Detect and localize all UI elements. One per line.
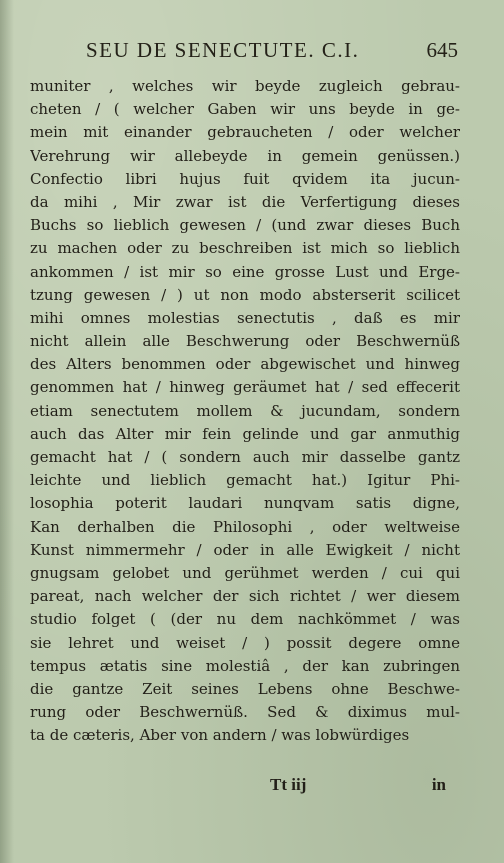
text-line: Confectio libri hujus fuit qvidem ita jucun- (30, 169, 460, 188)
text-line: mein mit einander gebraucheten / oder welcher (30, 123, 460, 142)
text-line: muniter , welches wir beyde zugleich gebrau- (30, 77, 460, 95)
text-line: ta de cæteris, Aber von andern / was lobwürdiges (30, 726, 410, 745)
text-line: leichte und lieblich gemacht hat.) Igitur Phi- (30, 471, 460, 490)
text-line: pareat, nach welcher der sich richtet / wer diesem (30, 587, 460, 606)
text-line: losophia poterit laudari nunqvam satis digne, (30, 494, 460, 513)
text-line: ankommen / ist mir so eine grosse Lust und Erge- (30, 262, 460, 281)
text-line: auch das Alter mir fein gelinde und gar anmuthig (30, 424, 460, 443)
text-line: rung oder Beschwernüß. Sed & diximus mul- (30, 703, 460, 722)
text-line: gnugsam gelobet und gerühmet werden / cui qui (30, 563, 460, 582)
catchword: in (431, 775, 446, 794)
text-line: des Alters benommen oder abgewischet und hinweg (30, 355, 460, 374)
body-text (30, 75, 460, 747)
text-line: die gantze Zeit seines Lebens ohne Beschwe- (30, 679, 460, 698)
text-line: mihi omnes molestias senectutis , daß es mir (30, 308, 460, 327)
text-line: etiam senectutem mollem & jucundam, sondern (30, 401, 460, 420)
text-line: Buchs so lieblich gewesen / (und zwar dieses Buch (30, 216, 460, 235)
text-line: Kunst nimmermehr / oder in alle Ewigkeit / nicht (30, 540, 460, 559)
text-line: tzung gewesen / ) ut non modo absterserit scilicet (30, 285, 460, 304)
signature-mark: Tt iij (270, 775, 307, 794)
running-head: SEU DE SENECTUTE. C.I. (86, 38, 360, 62)
text-line: cheten / ( welcher Gaben wir uns beyde in ge- (30, 100, 460, 119)
page-header (80, 38, 460, 68)
page-number: 645 (426, 38, 458, 62)
text-line: tempus ætatis sine molestiâ , der kan zubringen (30, 656, 460, 675)
page-footer (30, 775, 460, 801)
text-line: Kan derhalben die Philosophi , oder weltweise (30, 517, 460, 536)
text-line: zu machen oder zu beschreiben ist mich so lieblich (30, 239, 460, 258)
text-line: genommen hat / hinweg geräumet hat / sed effecerit (30, 378, 460, 397)
text-line: nicht allein alle Beschwerung oder Beschwernüß (30, 332, 460, 351)
text-line: gemacht hat / ( sondern auch mir dasselbe gantz (30, 448, 460, 466)
text-line: studio folget ( (der nu dem nachkömmet / was (30, 610, 460, 629)
text-line: sie lehret und weiset / ) possit degere omne (30, 633, 460, 652)
page-gutter-shadow (0, 0, 14, 863)
text-line: da mihi , Mir zwar ist die Verfertigung dieses (30, 192, 460, 211)
text-line: Verehrung wir allebeyde in gemein genüssen.) (30, 146, 460, 165)
